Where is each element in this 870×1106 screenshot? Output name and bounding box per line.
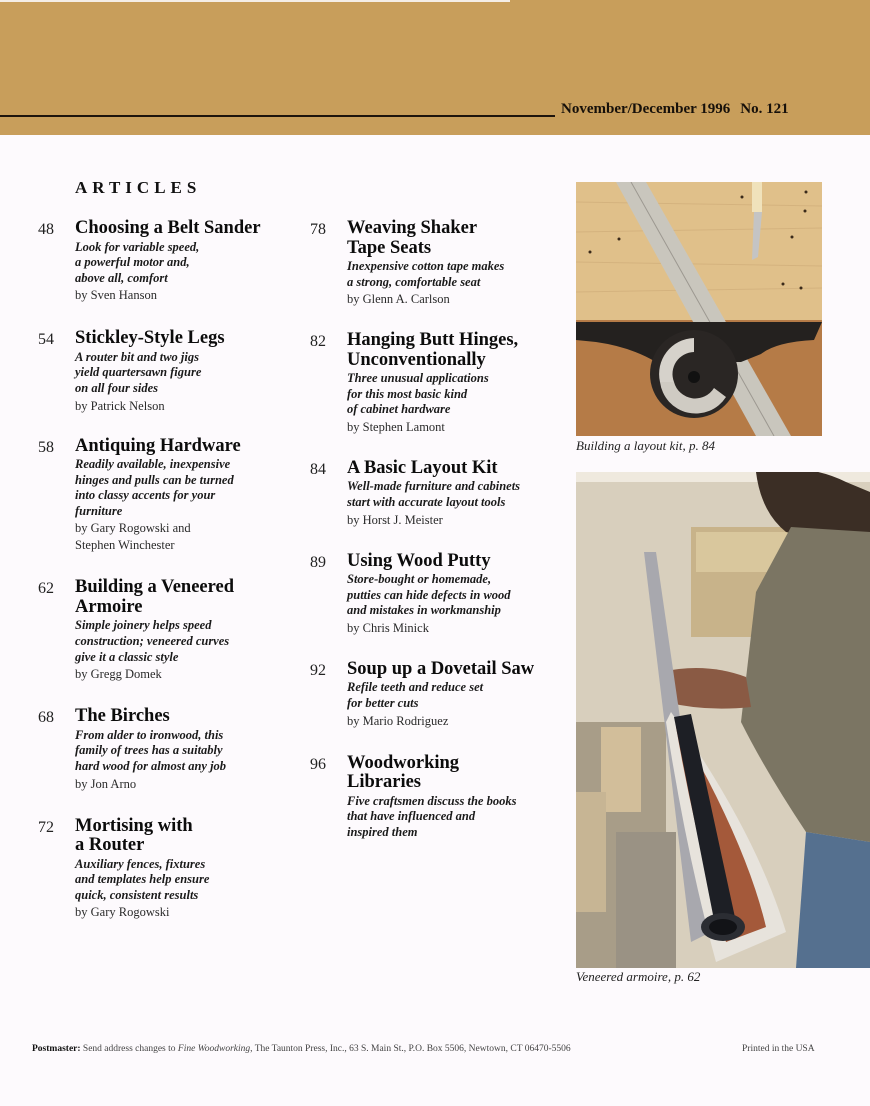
article-byline-line: by Jon Arno [75,776,137,791]
article-title[interactable]: Choosing a Belt Sander [75,218,261,238]
articles-column-middle [310,219,572,840]
article-title[interactable]: The Birches [75,706,170,727]
article-title-line: Unconventionally [347,349,486,370]
header-band [0,0,870,135]
article-page-number: 84 [310,460,326,478]
article-byline [347,512,572,529]
article-page-number: 68 [38,709,54,727]
article-deck [347,680,572,711]
article-deck-line: A router bit and two jigs [75,349,199,364]
article-page-number: 89 [310,553,326,571]
article-entry[interactable] [38,329,300,414]
section-title: ARTICLES [75,178,202,197]
article-title-line: Libraries [347,772,421,793]
article-deck-line: furniture [75,503,123,518]
article-deck-line: Five craftsmen discuss the books [347,793,517,808]
photo-veneered-armoire [576,472,870,968]
workshop-scene-illustration [576,472,870,968]
article-title[interactable]: Using Wood Putty [347,550,491,571]
article-deck-line: Readily available, inexpensive [75,457,231,472]
article-deck-line: putties can hide defects in wood [347,587,511,602]
article-byline-line: Stephen Winchester [75,538,175,553]
article-deck [75,857,300,904]
photo-layout-kit [576,182,822,436]
article-deck-line: Store-bought or homemade, [347,572,492,587]
article-title[interactable]: A Basic Layout Kit [347,457,498,478]
article-deck [347,371,572,418]
article-deck [347,259,572,290]
article-page-number: 92 [310,661,326,679]
article-title[interactable] [75,817,300,856]
article-entry[interactable] [38,219,300,304]
article-title[interactable] [75,578,300,617]
article-byline [75,904,300,921]
article-byline [75,520,300,554]
article-byline [75,287,300,304]
article-byline [75,398,300,415]
article-byline-line: by Glenn A. Carlson [347,292,450,307]
article-deck-line: inspired them [347,824,418,839]
article-title-line: a Router [75,835,145,855]
article-title[interactable]: Antiquing Hardware [75,435,241,456]
article-deck-line: hinges and pulls can be turned [75,472,234,487]
article-byline-line: by Sven Hanson [75,288,157,303]
article-title-line: Woodworking [347,752,460,773]
article-byline [347,419,572,436]
article-title[interactable] [347,331,572,370]
article-page-number: 62 [38,580,54,598]
article-entry[interactable] [38,437,300,555]
article-deck-line: Auxiliary fences, fixtures [75,856,206,871]
article-title-line: Weaving Shaker [347,218,478,238]
photo-caption-armoire: Veneered armoire, p. 62 [576,969,701,984]
article-entry[interactable] [310,754,572,841]
article-deck-line: Look for variable speed, [75,239,200,254]
article-entry[interactable] [310,219,572,308]
photo-caption-layout-kit: Building a layout kit, p. 84 [576,438,716,453]
article-byline-line: by Gary Rogowski [75,905,170,920]
article-deck-line: From alder to ironwood, this [75,727,224,742]
article-entry[interactable] [310,331,572,436]
article-deck-line: that have influenced and [347,809,476,824]
article-deck [75,240,300,287]
article-deck-line: family of trees has a suitably [75,743,223,758]
articles-column-left [38,219,300,921]
issue-line [561,101,789,118]
article-deck-line: Well-made furniture and cabinets [347,479,521,494]
article-deck-line: a powerful motor and, [75,255,190,270]
article-title[interactable]: Soup up a Dovetail Saw [347,658,535,679]
magazine-name: Fine Woodworking [177,1044,251,1054]
article-deck [347,572,572,619]
article-deck-line: for this most basic kind [347,386,468,401]
article-byline-line: by Stephen Lamont [347,419,445,434]
band-top-edge [0,0,510,2]
article-title[interactable]: Stickley-Style Legs [75,328,225,349]
article-byline-line: by Gary Rogowski and [75,521,191,536]
article-title-line: Building a Veneered [75,577,235,598]
article-byline [347,620,572,637]
article-entry[interactable] [310,459,572,529]
article-title[interactable] [347,219,572,258]
article-entry[interactable] [38,707,300,792]
article-title-line: Tape Seats [347,237,432,258]
article-deck [75,728,300,775]
article-deck-line: and templates help ensure [75,872,210,887]
article-deck-line: a strong, comfortable seat [347,274,481,289]
article-title-line: Hanging Butt Hinges, [347,330,519,351]
article-byline [75,666,300,683]
issue-date: November/December 1996 [561,101,731,117]
article-deck-line: of cabinet hardware [347,402,451,417]
article-page-number: 78 [310,221,326,238]
postmaster-label: Postmaster: [32,1044,81,1054]
article-deck-line: yield quartersawn figure [75,365,202,380]
article-byline [347,713,572,730]
article-entry[interactable] [310,660,572,730]
article-page-number: 54 [38,331,54,349]
article-deck-line: quick, consistent results [75,887,199,902]
postmaster-text-1: Send address changes to [80,1044,178,1054]
article-title[interactable] [347,754,572,793]
article-byline [347,291,572,308]
article-deck-line: start with accurate layout tools [347,495,506,510]
article-deck [75,350,300,397]
article-deck-line: and mistakes in workmanship [347,603,501,618]
article-page-number: 72 [38,818,54,836]
article-deck-line: on all four sides [75,380,159,395]
article-byline-line: by Horst J. Meister [347,512,443,527]
article-byline-line: by Mario Rodriguez [347,713,449,728]
bevel-protractor-illustration [576,182,822,436]
article-page-number: 96 [310,755,326,773]
article-deck-line: Three unusual applications [347,371,489,386]
postmaster-text-2: , The Taunton Press, Inc., 63 S. Main St., P.O. Box 5506, Newtown, CT 06470-5506 [250,1044,571,1054]
article-deck-line: into classy accents for your [75,488,216,503]
article-deck-line: hard wood for almost any job [75,758,227,773]
issue-number: No. 121 [740,101,789,117]
article-entry[interactable] [38,817,300,922]
article-deck-line: Simple joinery helps speed [75,618,212,633]
postmaster-footer [32,1044,832,1054]
article-deck-line: for better cuts [347,696,419,711]
article-deck-line: above all, comfort [75,270,168,285]
article-deck-line: construction; veneered curves [75,634,230,649]
article-byline-line: by Chris Minick [347,620,429,635]
article-deck-line: Refile teeth and reduce set [347,680,484,695]
article-page-number: 48 [38,221,54,238]
printed-in-usa: Printed in the USA [742,1044,815,1054]
article-deck-line: give it a classic style [75,649,179,664]
article-deck [347,794,572,841]
article-title-line: Mortising with [75,815,193,836]
article-title-line: Armoire [75,596,143,617]
article-deck [75,618,300,665]
article-deck [347,479,572,510]
article-byline [75,776,300,793]
article-entry[interactable] [38,578,300,683]
header-rule [0,115,555,117]
article-byline-line: by Patrick Nelson [75,398,165,413]
article-page-number: 58 [38,438,54,456]
article-deck [75,457,300,519]
article-deck-line: Inexpensive cotton tape makes [347,259,505,273]
article-page-number: 82 [310,333,326,351]
article-entry[interactable] [310,552,572,637]
article-byline-line: by Gregg Domek [75,667,162,682]
